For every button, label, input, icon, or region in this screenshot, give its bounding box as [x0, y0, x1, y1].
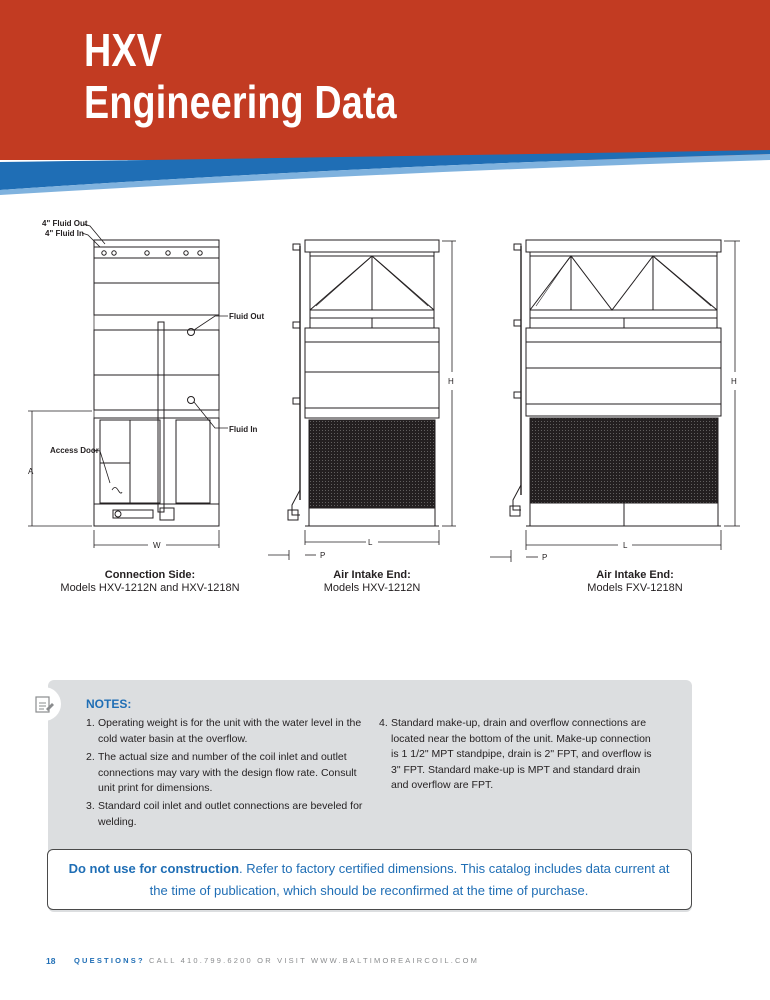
label-fluid-out-4: 4" Fluid Out — [42, 219, 88, 228]
label-fluid-in: Fluid In — [229, 425, 258, 434]
page-title-line2: Engineering Data — [84, 76, 397, 128]
header-swoosh — [0, 150, 770, 195]
label-dim-p-1218: P — [542, 553, 548, 562]
air-intake-1212-drawing — [288, 240, 439, 526]
caption-air-intake-1212 — [272, 569, 472, 595]
connection-side-drawing — [94, 240, 219, 526]
label-dim-a: A — [28, 467, 34, 476]
note-number: 4. — [379, 717, 388, 729]
construction-warning-text: . Refer to factory certified dimensions. This catalog includes data current at the time of publication, which should be reconfirmed at the time of purchase. — [149, 861, 670, 898]
construction-warning — [58, 858, 680, 902]
note-text: The actual size and number of the coil inlet and outlet connections may vary with the design flow rate. Consult unit print for dimensions. — [98, 751, 357, 794]
note-item — [86, 799, 376, 830]
page-title-line1: HXV — [84, 24, 163, 76]
notes-title: NOTES: — [86, 697, 132, 711]
caption-air-intake-1218-models: Models FXV-1218N — [587, 582, 683, 594]
note-text: Operating weight is for the unit with the water level in the cold water basin at the overflow. — [98, 717, 362, 745]
air-intake-1212-dimensions — [268, 241, 456, 560]
note-number: 2. — [86, 751, 95, 763]
note-number: 1. — [86, 717, 95, 729]
notes-icon — [26, 686, 62, 722]
label-dim-h-1218: H — [731, 377, 737, 386]
page-number: 18 — [46, 956, 56, 966]
label-dim-w: W — [153, 541, 161, 550]
label-dim-p-1212: P — [320, 551, 326, 560]
note-item — [86, 716, 362, 747]
connection-side-leaders — [28, 224, 228, 548]
caption-connection-side — [50, 569, 250, 595]
label-dim-l-1212: L — [368, 538, 373, 547]
caption-air-intake-1218-title: Air Intake End: — [596, 569, 674, 581]
air-intake-1218-dimensions — [490, 241, 740, 562]
caption-air-intake-1212-title: Air Intake End: — [333, 569, 411, 581]
footer-questions: QUESTIONS? — [74, 956, 145, 965]
note-text: Standard make-up, drain and overflow connections are located near the bottom of the unit. Make-up connection is 1 1/2" MPT standpipe, drain is 2" FPT, and overflow is 3" FPT. Standard make-up is MPT and standard drain and overflow are FPT. — [391, 717, 652, 791]
page-title — [84, 24, 397, 128]
label-dim-l-1218: L — [623, 541, 628, 550]
label-fluid-in-4: 4" Fluid In — [45, 229, 84, 238]
footer-contact-text: CALL 410.799.6200 OR VISIT WWW.BALTIMOREAIRCOIL.COM — [144, 956, 480, 965]
note-item — [379, 716, 659, 794]
caption-connection-side-models: Models HXV-1212N and HXV-1218N — [60, 582, 240, 594]
construction-warning-bold: Do not use for construction — [68, 861, 240, 876]
engineering-drawings — [0, 205, 770, 605]
label-dim-h-1212: H — [448, 377, 454, 386]
caption-air-intake-1212-models: Models HXV-1212N — [323, 582, 421, 594]
note-item — [86, 750, 366, 797]
label-access-door: Access Door — [50, 446, 99, 455]
label-fluid-out: Fluid Out — [229, 312, 265, 321]
caption-connection-side-title: Connection Side: — [104, 569, 196, 581]
connection-side-text — [28, 219, 264, 550]
note-text: Standard coil inlet and outlet connections are beveled for welding. — [98, 800, 363, 828]
air-intake-1218-drawing — [510, 240, 721, 526]
footer-contact — [74, 956, 479, 965]
note-number: 3. — [86, 800, 95, 812]
caption-air-intake-1218 — [535, 569, 735, 595]
